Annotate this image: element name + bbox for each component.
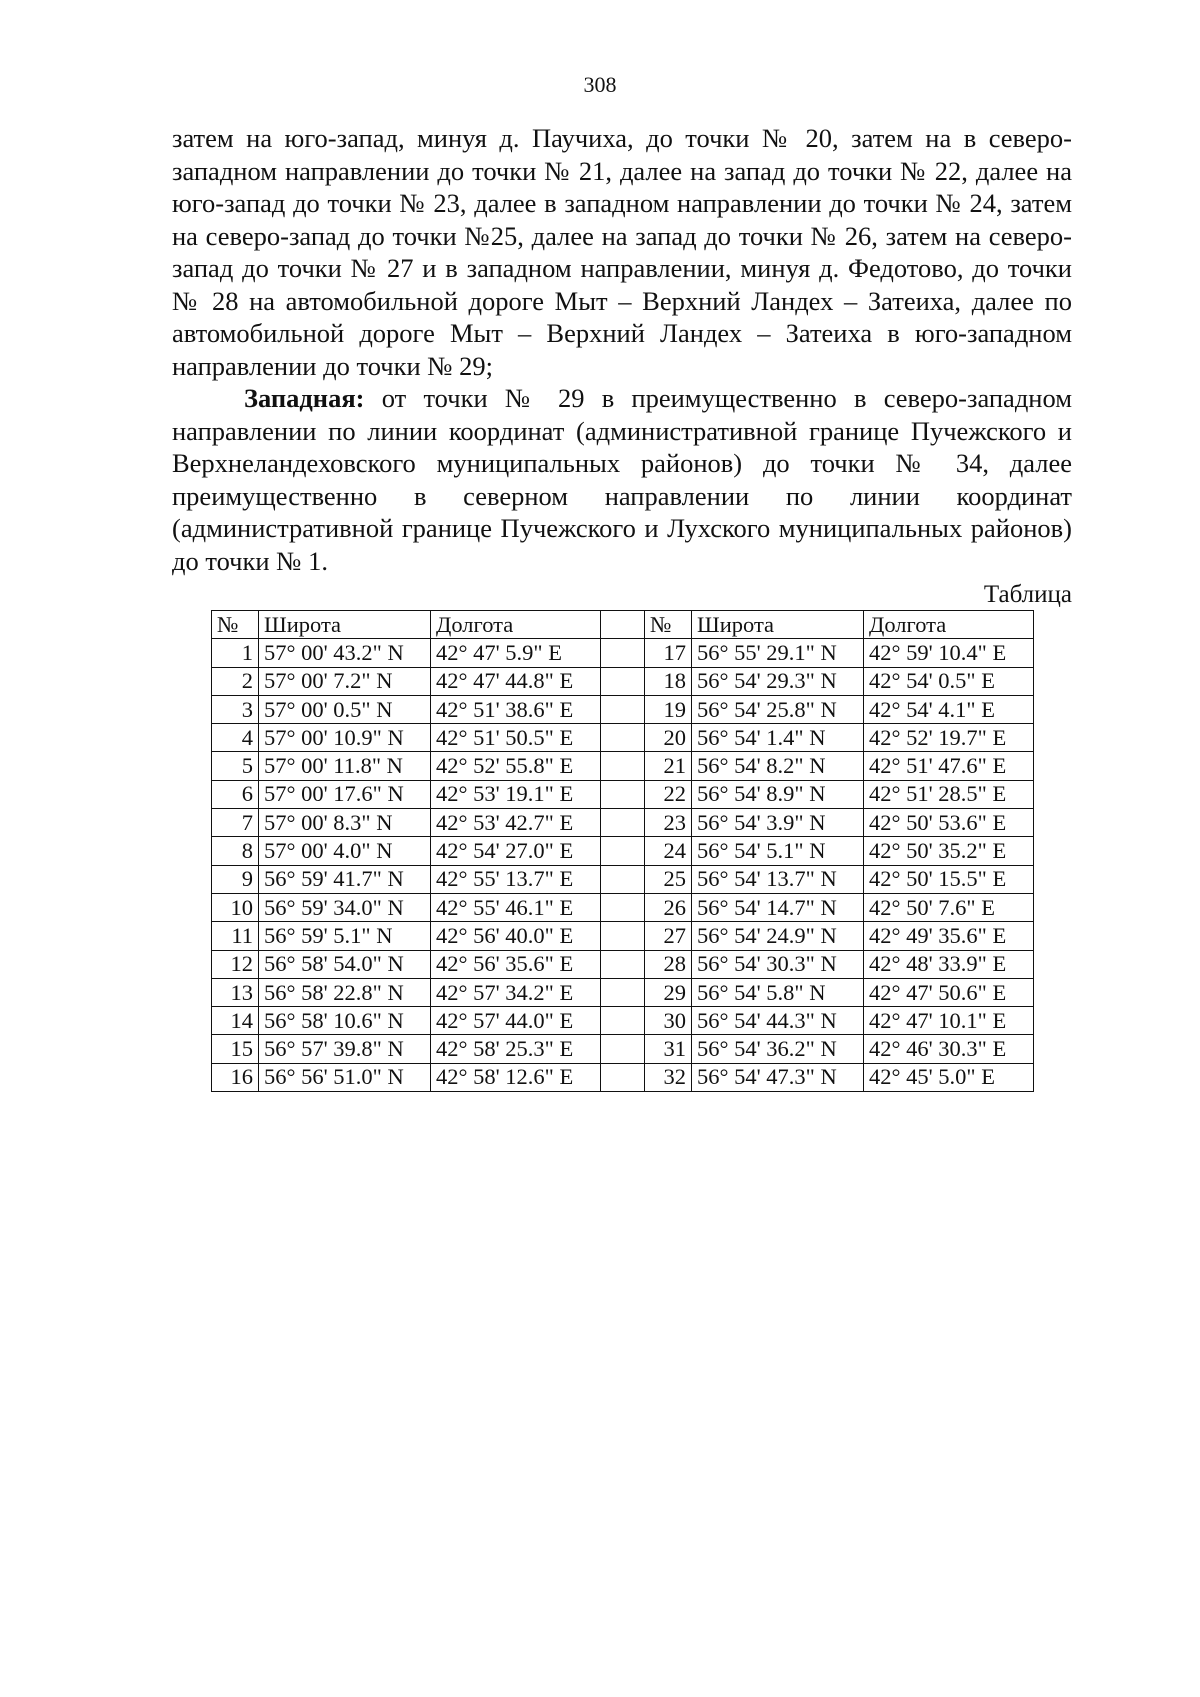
longitude-cell: 42° 48' 33.9" E [864, 950, 1034, 978]
gap-cell [601, 639, 645, 667]
header-number: № [645, 611, 692, 639]
header-latitude: Широта [692, 611, 864, 639]
latitude-cell: 56° 56' 51.0" N [259, 1063, 431, 1091]
table-row [212, 667, 1034, 695]
latitude-cell: 57° 00' 17.6" N [259, 780, 431, 808]
longitude-cell: 42° 47' 50.6" E [864, 978, 1034, 1006]
point-number: 31 [645, 1035, 692, 1063]
point-number: 20 [645, 724, 692, 752]
point-number: 12 [212, 950, 259, 978]
latitude-cell: 57° 00' 43.2" N [259, 639, 431, 667]
point-number: 4 [212, 724, 259, 752]
gap-cell [601, 695, 645, 723]
table-row [212, 950, 1034, 978]
header-number: № [212, 611, 259, 639]
point-number: 5 [212, 752, 259, 780]
table-row [212, 752, 1034, 780]
gap-cell [601, 1063, 645, 1091]
point-number: 27 [645, 922, 692, 950]
longitude-cell: 42° 51' 38.6" E [431, 695, 601, 723]
gap-cell [601, 780, 645, 808]
longitude-cell: 42° 50' 7.6" E [864, 893, 1034, 921]
table-row [212, 837, 1034, 865]
point-number: 24 [645, 837, 692, 865]
longitude-cell: 42° 54' 27.0" E [431, 837, 601, 865]
longitude-cell: 42° 47' 44.8" E [431, 667, 601, 695]
gap-cell [601, 752, 645, 780]
gap-cell [601, 865, 645, 893]
header-longitude: Долгота [864, 611, 1034, 639]
latitude-cell: 56° 54' 30.3" N [692, 950, 864, 978]
gap-cell [601, 809, 645, 837]
latitude-cell: 56° 54' 36.2" N [692, 1035, 864, 1063]
longitude-cell: 42° 58' 12.6" E [431, 1063, 601, 1091]
body-text [172, 122, 1072, 577]
table-row [212, 724, 1034, 752]
gap-cell [601, 1007, 645, 1035]
table-row [212, 639, 1034, 667]
table-row [212, 695, 1034, 723]
paragraph-west-boundary [172, 382, 1072, 577]
table-body [212, 639, 1034, 1092]
longitude-cell: 42° 47' 10.1" E [864, 1007, 1034, 1035]
table-row [212, 865, 1034, 893]
longitude-cell: 42° 57' 44.0" E [431, 1007, 601, 1035]
point-number: 32 [645, 1063, 692, 1091]
latitude-cell: 57° 00' 11.8" N [259, 752, 431, 780]
page-number: 308 [583, 72, 617, 97]
point-number: 23 [645, 809, 692, 837]
longitude-cell: 42° 53' 42.7" E [431, 809, 601, 837]
longitude-cell: 42° 57' 34.2" E [431, 978, 601, 1006]
table-row [212, 922, 1034, 950]
point-number: 9 [212, 865, 259, 893]
latitude-cell: 56° 54' 5.1" N [692, 837, 864, 865]
latitude-cell: 56° 54' 24.9" N [692, 922, 864, 950]
longitude-cell: 42° 54' 4.1" E [864, 695, 1034, 723]
latitude-cell: 56° 57' 39.8" N [259, 1035, 431, 1063]
point-number: 11 [212, 922, 259, 950]
latitude-cell: 56° 54' 3.9" N [692, 809, 864, 837]
header-latitude: Широта [259, 611, 431, 639]
gap-cell [601, 922, 645, 950]
latitude-cell: 56° 58' 10.6" N [259, 1007, 431, 1035]
longitude-cell: 42° 53' 19.1" E [431, 780, 601, 808]
table-row [212, 978, 1034, 1006]
longitude-cell: 42° 52' 55.8" E [431, 752, 601, 780]
latitude-cell: 56° 54' 25.8" N [692, 695, 864, 723]
point-number: 19 [645, 695, 692, 723]
table-row [212, 780, 1034, 808]
table-header-row [212, 611, 1034, 639]
point-number: 18 [645, 667, 692, 695]
longitude-cell: 42° 56' 35.6" E [431, 950, 601, 978]
latitude-cell: 56° 54' 1.4" N [692, 724, 864, 752]
latitude-cell: 57° 00' 4.0" N [259, 837, 431, 865]
longitude-cell: 42° 52' 19.7" E [864, 724, 1034, 752]
point-number: 10 [212, 893, 259, 921]
point-number: 16 [212, 1063, 259, 1091]
latitude-cell: 56° 58' 22.8" N [259, 978, 431, 1006]
latitude-cell: 56° 54' 47.3" N [692, 1063, 864, 1091]
west-boundary-heading: Западная: [244, 383, 365, 413]
longitude-cell: 42° 55' 46.1" E [431, 893, 601, 921]
latitude-cell: 56° 54' 13.7" N [692, 865, 864, 893]
point-number: 26 [645, 893, 692, 921]
longitude-cell: 42° 45' 5.0" E [864, 1063, 1034, 1091]
west-boundary-text: от точки № 29 в преимущественно в северо-западном направлении по линии координат (административной границе Пучежского и Верхнеландеховского муниципальных районов) до точки № 34, далее преимущественно в северном направлении по линии координат (административной границе Пучежского и Лухского муниципальных районов) до точки № 1. [172, 383, 1072, 576]
latitude-cell: 56° 54' 14.7" N [692, 893, 864, 921]
point-number: 29 [645, 978, 692, 1006]
longitude-cell: 42° 51' 50.5" E [431, 724, 601, 752]
point-number: 3 [212, 695, 259, 723]
longitude-cell: 42° 50' 15.5" E [864, 865, 1034, 893]
latitude-cell: 56° 54' 8.9" N [692, 780, 864, 808]
header-longitude: Долгота [431, 611, 601, 639]
longitude-cell: 42° 47' 5.9" E [431, 639, 601, 667]
longitude-cell: 42° 55' 13.7" E [431, 865, 601, 893]
longitude-cell: 42° 51' 28.5" E [864, 780, 1034, 808]
point-number: 6 [212, 780, 259, 808]
table-row [212, 809, 1034, 837]
latitude-cell: 56° 55' 29.1" N [692, 639, 864, 667]
gap-cell [601, 724, 645, 752]
coordinates-table [211, 610, 1034, 1092]
longitude-cell: 42° 58' 25.3" E [431, 1035, 601, 1063]
longitude-cell: 42° 59' 10.4" E [864, 639, 1034, 667]
point-number: 22 [645, 780, 692, 808]
point-number: 15 [212, 1035, 259, 1063]
gap-cell [601, 667, 645, 695]
latitude-cell: 57° 00' 8.3" N [259, 809, 431, 837]
gap-cell [601, 978, 645, 1006]
longitude-cell: 42° 46' 30.3" E [864, 1035, 1034, 1063]
point-number: 7 [212, 809, 259, 837]
longitude-cell: 42° 56' 40.0" E [431, 922, 601, 950]
gap-cell [601, 1035, 645, 1063]
table-row [212, 1035, 1034, 1063]
latitude-cell: 57° 00' 0.5" N [259, 695, 431, 723]
latitude-cell: 56° 59' 5.1" N [259, 922, 431, 950]
latitude-cell: 56° 59' 41.7" N [259, 865, 431, 893]
point-number: 13 [212, 978, 259, 1006]
gap-cell [601, 837, 645, 865]
point-number: 2 [212, 667, 259, 695]
gap-cell [601, 950, 645, 978]
longitude-cell: 42° 54' 0.5" E [864, 667, 1034, 695]
latitude-cell: 57° 00' 7.2" N [259, 667, 431, 695]
paragraph-continuation: затем на юго-запад, минуя д. Паучиха, до точки № 20, затем на в северо-западном направлении до точки № 21, далее на запад до точки № 22, далее на юго-запад до точки № 23, далее в западном направлении до точки № 24, затем на северо-запад до точки №25, далее на запад до точки № 26, затем на северо-запад до точки № 27 и в западном направлении, минуя д. Федотово, до точки № 28 на автомобильной дороге Мыт – Верхний Ландех – Затеиха, далее по автомобильной дороге Мыт – Верхний Ландех – Затеиха в юго-западном направлении до точки № 29; [172, 123, 1072, 381]
table-row [212, 1007, 1034, 1035]
latitude-cell: 56° 54' 44.3" N [692, 1007, 864, 1035]
point-number: 28 [645, 950, 692, 978]
longitude-cell: 42° 49' 35.6" E [864, 922, 1034, 950]
latitude-cell: 56° 54' 8.2" N [692, 752, 864, 780]
latitude-cell: 56° 54' 29.3" N [692, 667, 864, 695]
point-number: 8 [212, 837, 259, 865]
longitude-cell: 42° 50' 35.2" E [864, 837, 1034, 865]
point-number: 21 [645, 752, 692, 780]
point-number: 30 [645, 1007, 692, 1035]
point-number: 17 [645, 639, 692, 667]
longitude-cell: 42° 50' 53.6" E [864, 809, 1034, 837]
latitude-cell: 56° 58' 54.0" N [259, 950, 431, 978]
point-number: 14 [212, 1007, 259, 1035]
point-number: 25 [645, 865, 692, 893]
table-row [212, 893, 1034, 921]
point-number: 1 [212, 639, 259, 667]
gap-cell [601, 893, 645, 921]
latitude-cell: 57° 00' 10.9" N [259, 724, 431, 752]
longitude-cell: 42° 51' 47.6" E [864, 752, 1034, 780]
latitude-cell: 56° 59' 34.0" N [259, 893, 431, 921]
table-caption: Таблица [983, 581, 1072, 608]
latitude-cell: 56° 54' 5.8" N [692, 978, 864, 1006]
table-row [212, 1063, 1034, 1091]
header-gap [601, 611, 645, 639]
